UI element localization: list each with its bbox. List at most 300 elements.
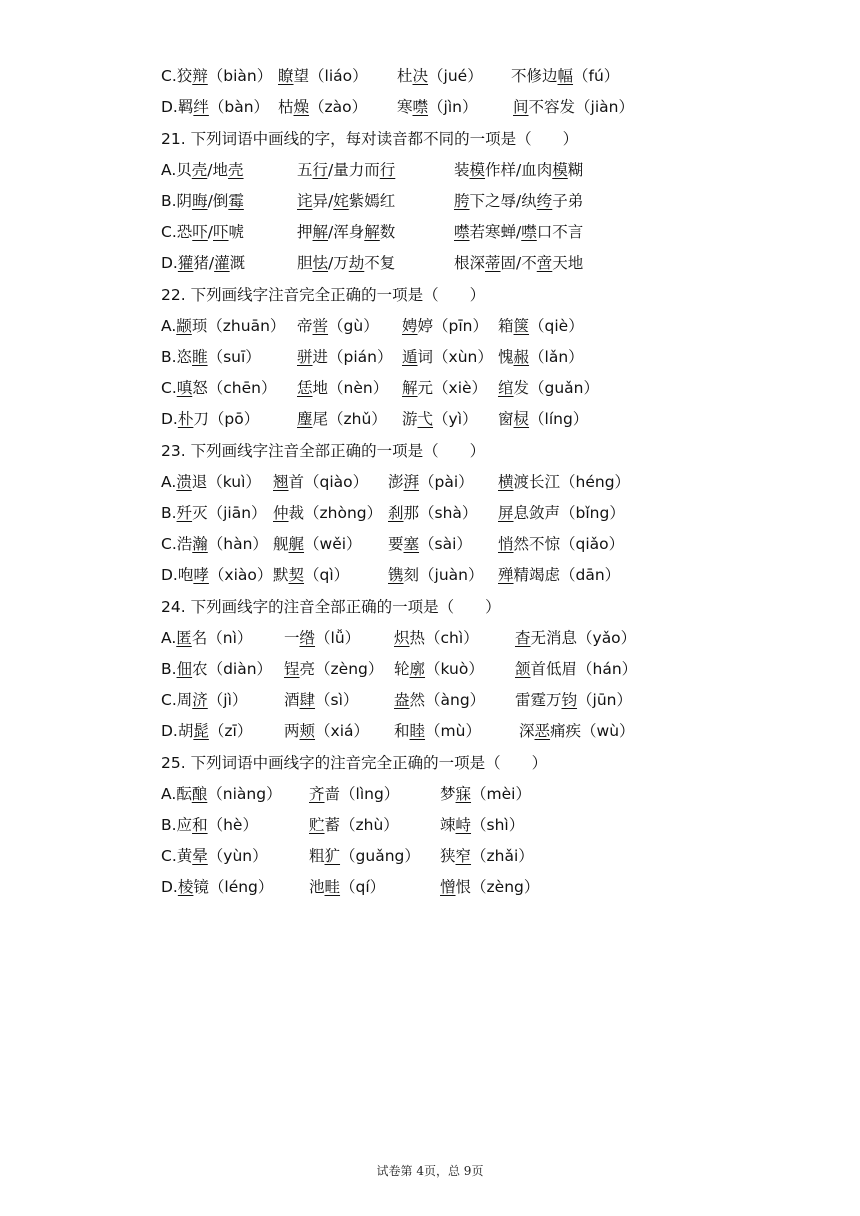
underlined-char: 解: [312, 223, 329, 241]
text-run: /地: [207, 161, 229, 179]
underlined-char: 歼: [176, 504, 193, 522]
underlined-char: 行: [312, 161, 329, 179]
text-run: 雷霆万: [515, 691, 562, 709]
text-run: （kuò）: [425, 660, 484, 678]
underlined-char: 寐: [455, 785, 472, 803]
option-item: [273, 562, 349, 588]
text-run: 22. 下列画线字注音完全正确的一项是（ ）: [161, 286, 486, 304]
text-run: 首低眉（hán）: [530, 660, 638, 678]
text-run: A.: [161, 317, 177, 335]
text-run: 息敛声（bǐng）: [513, 504, 625, 522]
underlined-char: 契: [288, 566, 305, 584]
text-run: 热（chì）: [409, 629, 479, 647]
question-text: [161, 750, 547, 776]
underlined-char: 憎: [440, 878, 456, 896]
option-item: [515, 656, 637, 682]
underlined-char: 辩: [192, 67, 208, 85]
option-item: [394, 625, 479, 651]
text-run: 押: [297, 223, 313, 241]
option-item: [513, 94, 634, 120]
text-run: 澎: [388, 473, 404, 491]
underlined-char: 行: [379, 161, 396, 179]
text-run: B.恣: [161, 348, 193, 366]
text-run: 溉: [229, 254, 246, 272]
underlined-char: 灌: [214, 254, 230, 272]
underlined-char: 济: [192, 691, 208, 709]
option-item: [161, 812, 258, 838]
text-run: /量力而: [328, 161, 380, 179]
text-run: D.胡: [161, 722, 194, 740]
underlined-char: 睢: [192, 348, 208, 366]
underlined-char: 横: [498, 473, 514, 491]
option-item: [498, 406, 588, 432]
text-run: 渡长江（héng）: [513, 473, 631, 491]
underlined-char: 骈: [297, 348, 313, 366]
underlined-char: 胯: [454, 192, 470, 210]
option-item: [440, 843, 534, 869]
option-item: [297, 406, 387, 432]
text-run: C.黄: [161, 847, 193, 865]
text-run: 元（xiè）: [417, 379, 488, 397]
text-run: 天地: [552, 254, 584, 272]
text-run: 恨（zèng）: [455, 878, 540, 896]
text-run: B.: [161, 660, 177, 678]
text-run: 镜（léng）: [193, 878, 274, 896]
underlined-char: 噤: [521, 223, 537, 241]
option-item: [402, 313, 488, 339]
underlined-char: 解: [402, 379, 418, 397]
text-run: （biàn）: [207, 67, 273, 85]
underlined-char: 瞭: [278, 67, 294, 85]
text-run: （fú）: [573, 67, 620, 85]
text-run: （guǎng）: [340, 847, 420, 865]
option-item: [454, 250, 583, 276]
underlined-char: 锃: [284, 660, 300, 678]
underlined-char: 怯: [312, 254, 329, 272]
text-run: C.恐: [161, 223, 193, 241]
text-run: （qí）: [340, 878, 386, 896]
option-item: [284, 718, 369, 744]
underlined-char: 獾: [177, 254, 194, 272]
text-run: C.: [161, 379, 177, 397]
text-run: 农（diàn）: [192, 660, 273, 678]
text-run: 不修边: [511, 67, 558, 85]
text-run: 枯: [278, 98, 294, 116]
option-item: [394, 718, 481, 744]
underlined-char: 溃: [176, 473, 192, 491]
option-item: [515, 687, 632, 713]
option-item: [388, 500, 477, 526]
text-run: 不容发（jiàn）: [528, 98, 634, 116]
text-run: 子弟: [552, 192, 584, 210]
underlined-char: 模: [469, 161, 486, 179]
text-run: 尾（zhǔ）: [312, 410, 387, 428]
text-run: 进（pián）: [312, 348, 393, 366]
text-run: 裁（zhòng）: [288, 504, 383, 522]
option-item: [273, 531, 362, 557]
text-run: 下之辱/纨: [469, 192, 537, 210]
underlined-char: 绾: [498, 379, 514, 397]
text-run: 望（liáo）: [293, 67, 368, 85]
text-run: 亮（zèng）: [299, 660, 384, 678]
option-item: [297, 188, 395, 214]
text-run: 地（nèn）: [312, 379, 389, 397]
underlined-char: 喾: [312, 317, 329, 335]
text-run: 要: [388, 535, 404, 553]
text-run: B.应: [161, 816, 193, 834]
underlined-char: 酿: [191, 785, 208, 803]
option-item: [284, 656, 383, 682]
text-run: D.: [161, 878, 178, 896]
text-run: 寒: [397, 98, 413, 116]
text-run: 首（qiào）: [288, 473, 369, 491]
text-run: （mù）: [425, 722, 481, 740]
text-run: A.: [161, 473, 177, 491]
text-run: （xiào）: [208, 566, 273, 584]
option-item: [161, 157, 244, 183]
text-run: （shì）: [471, 816, 525, 834]
underlined-char: 壳: [228, 161, 244, 179]
text-run: 游: [402, 410, 418, 428]
text-run: 舰: [273, 535, 289, 553]
text-run: （hàn）: [207, 535, 268, 553]
underlined-char: 赧: [513, 348, 530, 366]
text-run: C.周: [161, 691, 193, 709]
underlined-char: 姹: [333, 192, 349, 210]
text-run: 24. 下列画线字的注音全部正确的一项是（ ）: [161, 598, 501, 616]
underlined-char: 颊: [299, 722, 316, 740]
underlined-char: 箧: [513, 317, 530, 335]
underlined-char: 绺: [299, 629, 316, 647]
underlined-char: 麈: [297, 410, 313, 428]
text-run: （lǎn）: [529, 348, 584, 366]
text-run: A.贝: [161, 161, 192, 179]
option-item: [161, 344, 261, 370]
underlined-char: 啻: [536, 254, 553, 272]
text-run: A.: [161, 629, 177, 647]
text-run: 无消息（yǎo）: [530, 629, 637, 647]
text-run: 紫嫣红: [348, 192, 396, 210]
option-item: [297, 375, 388, 401]
underlined-char: 朴: [177, 410, 194, 428]
text-run: （yùn）: [207, 847, 268, 865]
text-run: C.浩: [161, 535, 193, 553]
underlined-char: 嗔: [176, 379, 193, 397]
option-item: [309, 843, 420, 869]
option-item: [297, 344, 392, 370]
text-run: 和: [394, 722, 410, 740]
underlined-char: 吓: [192, 223, 208, 241]
underlined-char: 匿: [176, 629, 192, 647]
underlined-char: 哮: [193, 566, 209, 584]
text-run: 顼（zhuān）: [191, 317, 286, 335]
text-run: 口不言: [536, 223, 584, 241]
underlined-char: 仲: [273, 504, 289, 522]
underlined-char: 棱: [177, 878, 194, 896]
option-item: [454, 157, 583, 183]
option-item: [161, 469, 261, 495]
text-run: 根深: [454, 254, 486, 272]
option-item: [440, 874, 539, 900]
text-run: （gù）: [328, 317, 379, 335]
option-item: [161, 625, 252, 651]
underlined-char: 炽: [394, 629, 410, 647]
underlined-char: 峙: [455, 816, 472, 834]
text-run: 发（guǎn）: [513, 379, 600, 397]
underlined-char: 棂: [513, 410, 530, 428]
underlined-char: 塞: [403, 535, 420, 553]
option-item: [402, 344, 493, 370]
underlined-char: 殚: [498, 566, 514, 584]
option-item: [394, 656, 484, 682]
underlined-char: 佃: [176, 660, 193, 678]
text-run: C.狡: [161, 67, 193, 85]
option-item: [297, 219, 395, 245]
question-text: [161, 126, 578, 152]
text-run: 数: [379, 223, 396, 241]
underlined-char: 晦: [192, 192, 208, 210]
text-run: （sài）: [419, 535, 472, 553]
underlined-char: 盎: [394, 691, 410, 709]
text-run: 蓄（zhù）: [324, 816, 399, 834]
option-item: [284, 625, 360, 651]
text-run: D.咆: [161, 566, 194, 584]
option-item: [498, 344, 584, 370]
text-run: 窗: [498, 410, 514, 428]
underlined-char: 绔: [536, 192, 553, 210]
underlined-char: 恁: [297, 379, 313, 397]
text-run: /万: [328, 254, 349, 272]
option-item: [440, 812, 524, 838]
text-run: （sì）: [315, 691, 359, 709]
option-item: [498, 469, 630, 495]
text-run: （hè）: [207, 816, 258, 834]
text-run: （pài）: [419, 473, 474, 491]
option-item: [498, 531, 624, 557]
option-item: [161, 656, 272, 682]
text-run: （yì）: [433, 410, 478, 428]
underlined-char: 燥: [293, 98, 310, 116]
text-run: 唬: [228, 223, 245, 241]
underlined-char: 和: [192, 816, 208, 834]
text-run: 那（shà）: [403, 504, 478, 522]
option-item: [161, 219, 244, 245]
underlined-char: 模: [552, 161, 568, 179]
option-item: [161, 63, 272, 89]
text-run: 然（àng）: [409, 691, 486, 709]
text-run: 23. 下列画线字注音全部正确的一项是（ ）: [161, 442, 486, 460]
text-run: 梦: [440, 785, 456, 803]
text-run: /浑身: [328, 223, 365, 241]
text-run: （lǚ）: [315, 629, 361, 647]
text-run: 25. 下列词语中画线字的注音完全正确的一项是（ ）: [161, 754, 548, 772]
text-run: 刻（juàn）: [403, 566, 484, 584]
option-item: [161, 718, 252, 744]
underlined-char: 解: [364, 223, 380, 241]
text-run: 一: [284, 629, 300, 647]
text-run: （suī）: [207, 348, 261, 366]
text-run: 装: [454, 161, 470, 179]
text-run: 胆: [297, 254, 313, 272]
option-item: [161, 687, 247, 713]
text-run: （qiè）: [529, 317, 584, 335]
text-run: B.: [161, 504, 177, 522]
option-item: [454, 219, 583, 245]
underlined-char: 廓: [409, 660, 426, 678]
underlined-char: 颛: [176, 317, 192, 335]
option-item: [388, 531, 472, 557]
text-run: /倒: [207, 192, 229, 210]
text-run: 狭: [440, 847, 456, 865]
underlined-char: 娉: [402, 317, 418, 335]
option-item: [161, 843, 268, 869]
text-run: 五: [297, 161, 313, 179]
underlined-char: 窄: [455, 847, 472, 865]
text-run: 若寒蝉/: [469, 223, 522, 241]
option-item: [161, 188, 244, 214]
text-run: D.: [161, 254, 178, 272]
underlined-char: 噤: [454, 223, 470, 241]
text-run: 灭（jiān）: [192, 504, 267, 522]
underlined-char: 弋: [417, 410, 434, 428]
option-item: [402, 406, 478, 432]
option-item: [297, 313, 379, 339]
option-item: [454, 188, 583, 214]
option-item: [498, 562, 620, 588]
text-run: （jìn）: [428, 98, 478, 116]
underlined-char: 畦: [324, 878, 341, 896]
text-run: 作样/血肉: [485, 161, 553, 179]
underlined-char: 杳: [515, 629, 531, 647]
text-run: B.阴: [161, 192, 193, 210]
text-run: 猪/: [193, 254, 215, 272]
text-run: 异/: [312, 192, 334, 210]
underlined-char: 蒂: [485, 254, 501, 272]
text-run: 名（nì）: [191, 629, 253, 647]
option-item: [498, 313, 584, 339]
underlined-char: 悄: [498, 535, 514, 553]
text-run: （jì）: [207, 691, 248, 709]
option-item: [161, 500, 267, 526]
underlined-char: 肆: [299, 691, 316, 709]
underlined-char: 刹: [388, 504, 404, 522]
option-item: [278, 94, 367, 120]
text-run: （wěi）: [304, 535, 362, 553]
option-item: [402, 375, 487, 401]
option-item: [309, 874, 385, 900]
text-run: 词（xùn）: [417, 348, 493, 366]
text-run: 箱: [498, 317, 514, 335]
underlined-char: 诧: [297, 192, 313, 210]
text-run: 刀（pō）: [193, 410, 260, 428]
question-text: [161, 438, 485, 464]
option-item: [388, 469, 474, 495]
text-run: 不复: [364, 254, 396, 272]
underlined-char: 幅: [557, 67, 574, 85]
underlined-char: 霉: [228, 192, 244, 210]
text-run: 啬（lìng）: [324, 785, 400, 803]
option-item: [161, 94, 269, 120]
option-item: [397, 94, 477, 120]
underlined-char: 噤: [412, 98, 429, 116]
text-run: （jūn）: [577, 691, 632, 709]
text-run: （zhǎi）: [471, 847, 534, 865]
text-run: 愧: [498, 348, 514, 366]
underlined-char: 瀚: [192, 535, 208, 553]
option-item: [273, 469, 368, 495]
text-run: 竦: [440, 816, 456, 834]
option-item: [397, 63, 483, 89]
underlined-char: 晕: [192, 847, 208, 865]
text-run: 怒（chēn）: [192, 379, 277, 397]
option-item: [388, 562, 483, 588]
option-item: [394, 687, 485, 713]
text-run: （jué）: [428, 67, 483, 85]
page-footer: 试卷第 4页，总 9页: [376, 1164, 484, 1178]
text-run: 婷（pīn）: [417, 317, 488, 335]
option-item: [161, 250, 245, 276]
text-run: （xiá）: [315, 722, 370, 740]
text-run: 精竭虑（dān）: [513, 566, 621, 584]
text-run: （zào）: [309, 98, 368, 116]
option-item: [284, 687, 358, 713]
underlined-char: 遁: [402, 348, 418, 366]
text-run: 退（kuì）: [191, 473, 261, 491]
underlined-char: 屏: [498, 504, 514, 522]
text-run: 酒: [284, 691, 300, 709]
text-run: 杜: [397, 67, 413, 85]
text-run: 21. 下列词语中画线的字，每对读音都不同的一项是（ ）: [161, 130, 579, 148]
text-run: （mèi）: [471, 785, 531, 803]
text-run: 固/不: [500, 254, 537, 272]
underlined-char: 齐: [309, 785, 325, 803]
question-text: [161, 594, 501, 620]
option-item: [273, 500, 382, 526]
option-item: [161, 406, 259, 432]
option-item: [498, 375, 599, 401]
option-item: [498, 500, 625, 526]
option-item: [440, 781, 531, 807]
text-run: （qì）: [304, 566, 350, 584]
underlined-char: 劫: [348, 254, 365, 272]
text-run: 糊: [567, 161, 584, 179]
option-item: [161, 781, 282, 807]
text-run: 轮: [394, 660, 410, 678]
option-item: [161, 531, 268, 557]
underlined-char: 颔: [515, 660, 531, 678]
text-run: （bàn）: [208, 98, 270, 116]
underlined-char: 睦: [409, 722, 426, 740]
option-item: [297, 157, 395, 183]
option-item: [161, 562, 272, 588]
underlined-char: 恶: [534, 722, 551, 740]
underlined-char: 犷: [324, 847, 341, 865]
option-item: [309, 812, 399, 838]
option-item: [161, 313, 285, 339]
option-item: [278, 63, 368, 89]
text-run: 池: [309, 878, 325, 896]
text-run: /: [207, 223, 213, 241]
question-text: [161, 282, 485, 308]
text-run: D.羁: [161, 98, 194, 116]
underlined-char: 贮: [309, 816, 325, 834]
underlined-char: 翘: [273, 473, 289, 491]
underlined-char: 钧: [561, 691, 578, 709]
text-run: A.酝: [161, 785, 192, 803]
text-run: D.: [161, 410, 178, 428]
text-run: （líng）: [529, 410, 589, 428]
text-run: （niàng）: [207, 785, 282, 803]
